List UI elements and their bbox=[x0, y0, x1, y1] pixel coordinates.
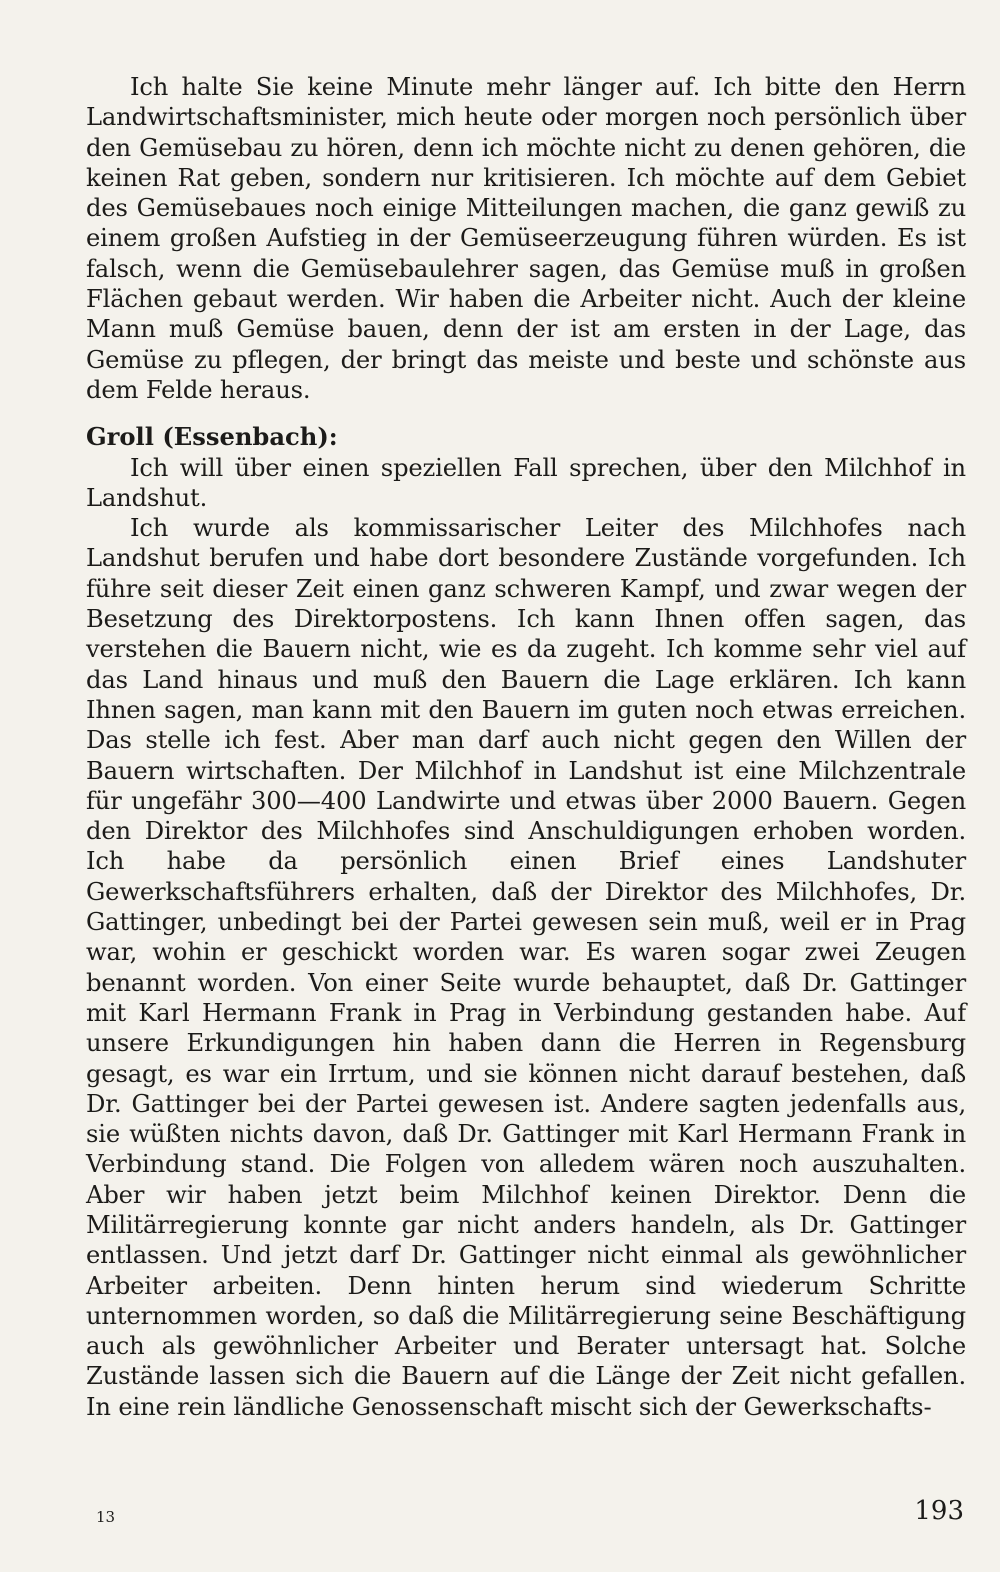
page-number: 193 bbox=[914, 1496, 964, 1526]
body-paragraph-3: Ich wurde als kommissarischer Leiter des Milchhofes nach Landshut berufen und habe dort besondere Zustände vorgefunden. Ich führe seit dieser Zeit einen ganz schweren Kampf, und zwar wegen der Besetzung des Direktorpostens. Ich kann Ihnen offen sagen, das verstehen die Bauern nicht, wie es da zugeht. Ich komme sehr viel auf das Land hinaus und muß den Bauern die Lage erklären. Ich kann Ihnen sagen, man kann mit den Bauern im guten noch etwas erreichen. Das stelle ich fest. Aber man darf auch nicht gegen den Willen der Bauern wirtschaften. Der Milchhof in Landshut ist eine Milchzentrale für ungefähr 300—400 Landwirte und etwas über 2000 Bauern. Gegen den Direktor des Milchhofes sind Anschuldigungen erhoben worden. Ich habe da persönlich einen Brief eines Landshuter Gewerkschaftsführers erhalten, daß der Direktor des Milchhofes, Dr. Gattinger, unbedingt bei der Partei gewesen sein muß, weil er in Prag war, wohin er geschickt worden war. Es waren sogar zwei Zeugen benannt worden. Von einer Seite wurde behauptet, daß Dr. Gattinger mit Karl Hermann Frank in Prag in Verbindung gestanden habe. Auf unsere Erkundigungen hin haben dann die Herren in Regensburg gesagt, es war ein Irrtum, und sie können nicht darauf bestehen, daß Dr. Gattinger bei der Partei gewesen ist. Andere sagten jedenfalls aus, sie wüßten nichts davon, daß Dr. Gattinger mit Karl Hermann Frank in Verbindung stand. Die Folgen von alledem wären noch auszuhalten. Aber wir haben jetzt beim Milchhof keinen Direktor. Denn die Militärregierung konnte gar nicht anders handeln, als Dr. Gattinger entlassen. Und jetzt darf Dr. Gattinger nicht einmal als gewöhnlicher Arbeiter arbeiten. Denn hinten herum sind wiederum Schritte unternommen worden, so daß die Militärregierung seine Beschäftigung auch als gewöhnlicher Arbeiter und Berater untersagt hat. Solche Zustände lassen sich die Bauern auf die Länge der Zeit nicht gefallen. In eine rein ländliche Genossenschaft mischt sich der Gewerkschafts- bbox=[86, 514, 966, 1421]
speaker-heading: Groll (Essenbach): bbox=[86, 422, 338, 452]
body-paragraph-2: Ich will über einen speziellen Fall sprechen, über den Milchhof in Landshut. bbox=[86, 453, 966, 512]
signature-mark: 13 bbox=[96, 1508, 116, 1526]
body-paragraph-1: Ich halte Sie keine Minute mehr länger auf. Ich bitte den Herrn Landwirtschaftsminister, mich heute oder morgen noch persönlich über den Gemüsebau zu hören, denn ich möchte nicht zu denen gehören, die keinen Rat geben, sondern nur kritisieren. Ich möchte auf dem Gebiet des Gemüsebaues noch einige Mitteilungen machen, die ganz gewiß zu einem großen Aufstieg in der Gemüseerzeugung führen würden. Es ist falsch, wenn die Gemüsebaulehrer sagen, das Gemüse muß in großen Flächen gebaut werden. Wir haben die Arbeiter nicht. Auch der kleine Mann muß Gemüse bauen, denn der ist am ersten in der Lage, das Gemüse zu pflegen, der bringt das meiste und beste und schönste aus dem Felde heraus. bbox=[86, 73, 966, 404]
page-footer bbox=[86, 1496, 966, 1536]
page-text-block bbox=[86, 72, 966, 1422]
